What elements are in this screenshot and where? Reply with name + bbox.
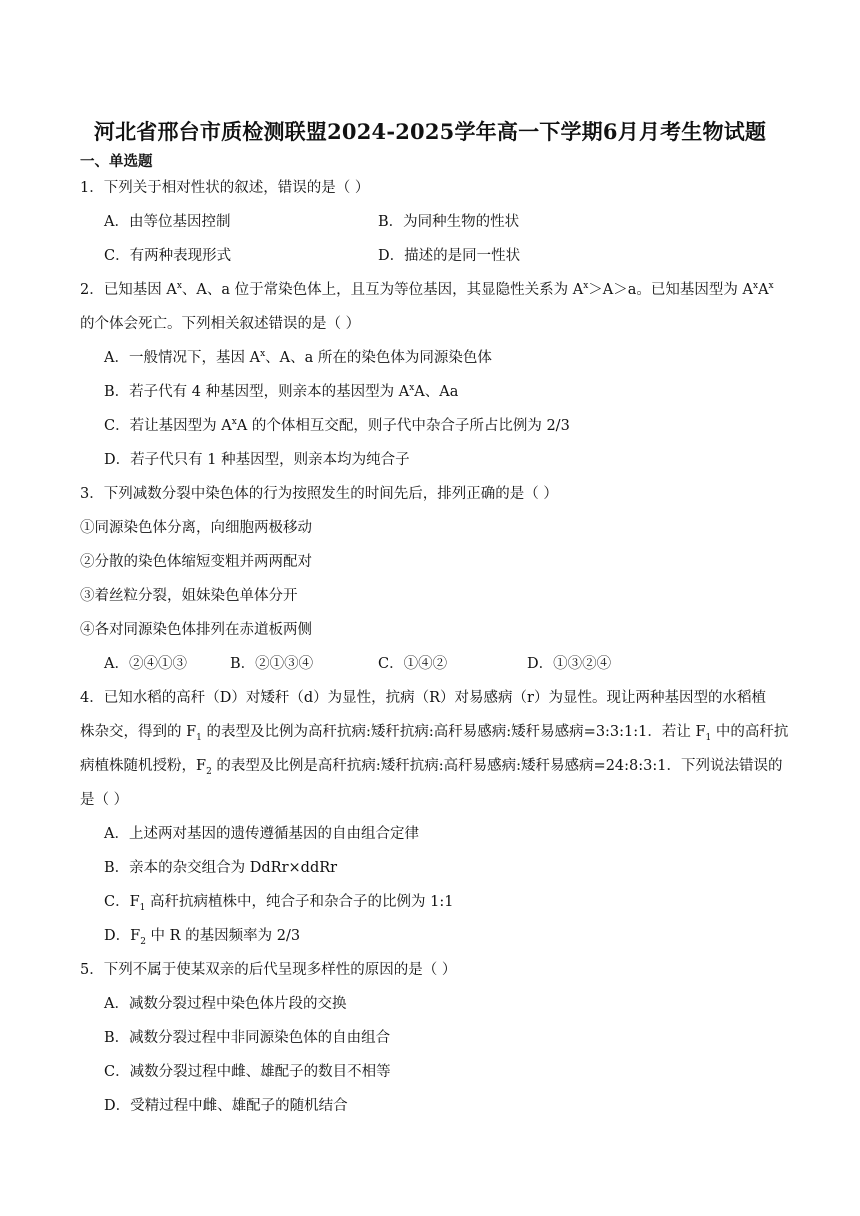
question-1-option-d: D．描述的是同一性状 [378, 248, 521, 264]
question-3-statement-4: ④各对同源染色体排列在赤道板两侧 [80, 622, 312, 638]
question-4-option-b: B．亲本的杂交组合为 DdRr×ddRr [104, 860, 338, 876]
question-4-option-d: D．$F_2$ 中 R 的基因频率为 2/3 [104, 928, 301, 947]
question-3-option-c: C．①④② [378, 656, 448, 672]
question-5-option-d: D．受精过程中雌、雄配子的随机结合 [104, 1098, 348, 1114]
question-2-stem-line2: 的个体会死亡。下列相关叙述错误的是（ ） [80, 316, 361, 332]
question-3-stem: 3．下列减数分裂中染色体的行为按照发生的时间先后，排列正确的是（ ） [80, 486, 558, 502]
question-3-statement-2: ②分散的染色体缩短变粗并两两配对 [80, 554, 312, 570]
question-1-stem: 1．下列关于相对性状的叙述，错误的是（ ） [80, 180, 370, 196]
question-4-stem-line4: 是（ ） [80, 792, 129, 808]
question-2-stem-line1: 2．已知基因 $A^x$、A、a 位于常染色体上，且互为等位基因，其显隐性关系为 $A^x>A>a$。已知基因型为 $A^xA^x$ [80, 281, 774, 298]
section-heading: 一、单选题 [80, 153, 153, 170]
question-5-option-c: C．减数分裂过程中雌、雄配子的数目不相等 [104, 1064, 391, 1080]
question-1-option-a: A．由等位基因控制 [104, 214, 231, 230]
question-4-option-a: A．上述两对基因的遗传遵循基因的自由组合定律 [104, 826, 419, 842]
question-2-option-c: C．若让基因型为 $A^xA$ 的个体相互交配，则子代中杂合子所占比例为 2/3 [104, 417, 570, 434]
page-title: 河北省邢台市质检测联盟2024-2025学年高一下学期6月月考生物试题 [93, 119, 767, 144]
question-1-option-b: B．为同种生物的性状 [378, 214, 520, 230]
question-5-option-b: B．减数分裂过程中非同源染色体的自由组合 [104, 1030, 391, 1046]
question-3-statement-3: ③着丝粒分裂，姐妹染色单体分开 [80, 588, 298, 604]
question-4-stem-line2: 株杂交，得到的 $F_1$ 的表型及比例为高秆抗病:矮秆抗病:高秆易感病:矮秆易感病=3:3:1:1．若让 $F_1$ 中的高秆抗 [80, 724, 789, 743]
question-4-stem-line1: 4．已知水稻的高秆（D）对矮秆（d）为显性，抗病（R）对易感病（r）为显性。现让两种基因型的水稻植 [80, 690, 766, 706]
question-4-option-c: C．$F_1$ 高秆抗病植株中，纯合子和杂合子的比例为 1:1 [104, 894, 454, 913]
question-3-option-d: D．①③②④ [527, 656, 612, 672]
question-2-option-d: D．若子代只有 1 种基因型，则亲本均为纯合子 [104, 452, 410, 468]
question-2-option-b: B．若子代有 4 种基因型，则亲本的基因型为 $A^xA$、Aa [104, 383, 459, 400]
question-3-option-b: B．②①③④ [230, 656, 314, 672]
question-3-option-a: A．②④①③ [104, 656, 187, 672]
question-1-option-c: C．有两种表现形式 [104, 248, 232, 264]
question-5-option-a: A．减数分裂过程中染色体片段的交换 [104, 996, 347, 1012]
question-4-stem-line3: 病植株随机授粉，$F_2$ 的表型及比例是高秆抗病:矮秆抗病:高秆易感病:矮秆易感病=24:8:3:1．下列说法错误的 [80, 758, 783, 777]
question-2-option-a: A．一般情况下，基因 $A^x$、A、a 所在的染色体为同源染色体 [104, 349, 492, 366]
question-3-statement-1: ①同源染色体分离，向细胞两极移动 [80, 520, 312, 536]
question-5-stem: 5．下列不属于使某双亲的后代呈现多样性的原因的是（ ） [80, 962, 457, 978]
